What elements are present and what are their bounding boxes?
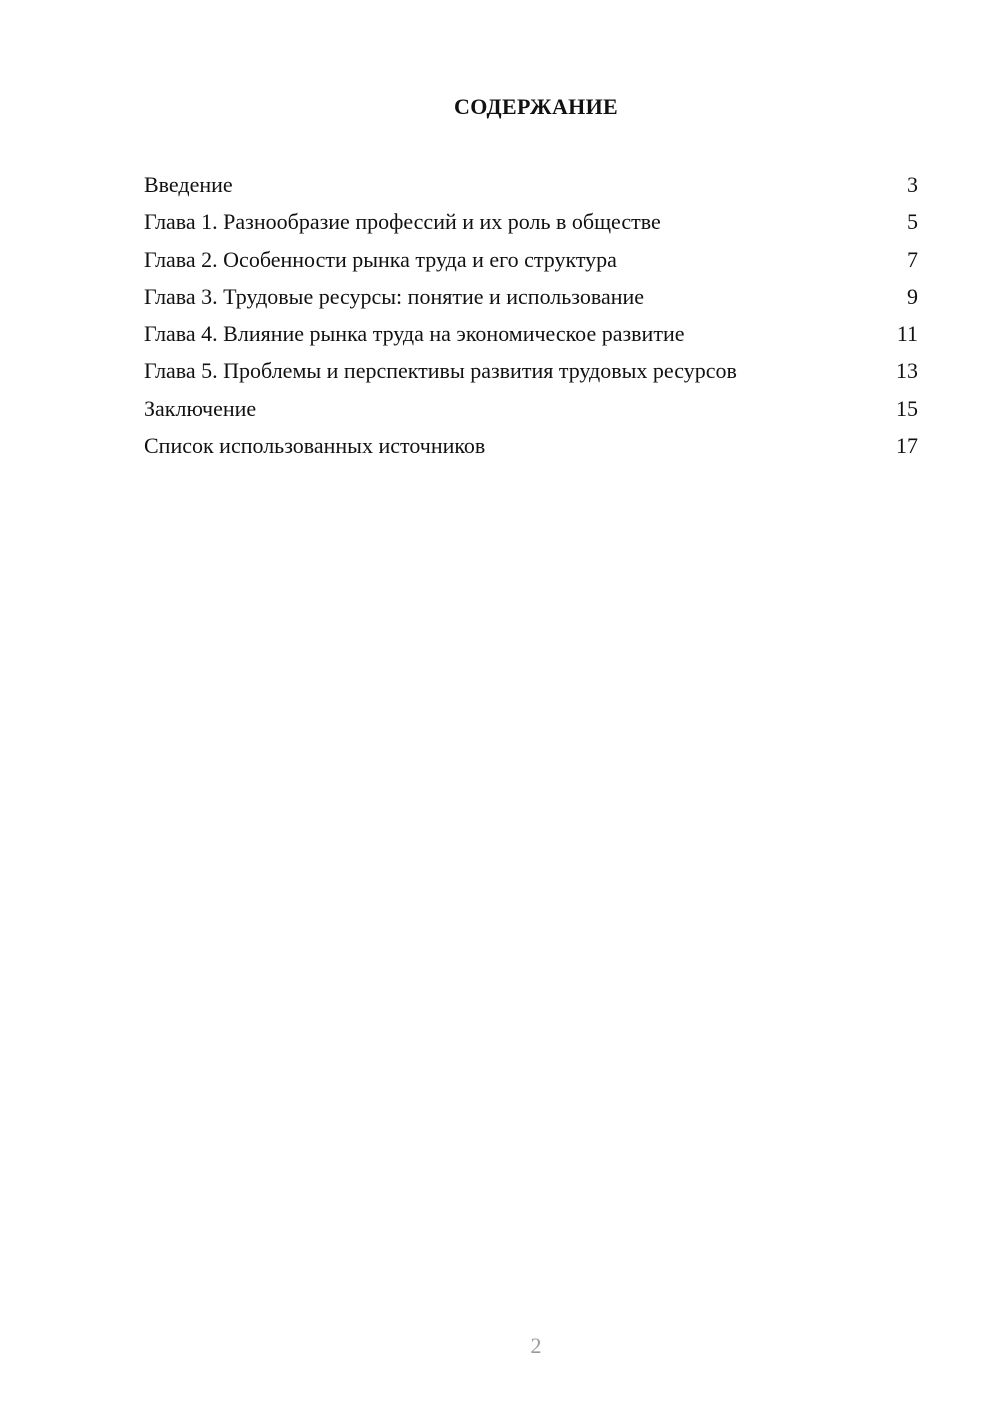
toc-item-label: Глава 5. Проблемы и перспективы развития трудовых ресурсов	[144, 358, 737, 384]
toc-item-chapter-4[interactable]	[144, 317, 918, 354]
toc-item-chapter-2[interactable]	[144, 243, 918, 280]
toc-item-label: Список использованных источников	[144, 433, 486, 459]
toc-item-page: 17	[896, 433, 918, 459]
toc-item-page: 11	[896, 321, 918, 347]
toc-item-label: Глава 4. Влияние рынка труда на экономическое развитие	[144, 321, 685, 347]
toc-item-label: Глава 1. Разнообразие профессий и их роль в обществе	[144, 209, 661, 235]
toc-item-chapter-3[interactable]	[144, 280, 918, 317]
toc-item-page: 3	[907, 172, 918, 197]
toc-item-label: Введение	[144, 172, 233, 197]
toc-item-references[interactable]	[144, 429, 918, 466]
toc-item-page: 5	[907, 209, 918, 235]
toc-item-label: Глава 3. Трудовые ресурсы: понятие и использование	[144, 283, 645, 309]
toc-item-page: 15	[896, 395, 918, 421]
toc-item-label: Глава 2. Особенности рынка труда и его структура	[144, 246, 617, 272]
toc-item-chapter-5[interactable]	[144, 354, 918, 391]
toc-item-page: 7	[907, 246, 918, 272]
toc-item-label: Заключение	[144, 395, 257, 421]
toc-item-chapter-1[interactable]	[144, 205, 918, 242]
toc-item-introduction[interactable]	[144, 168, 918, 205]
toc-item-page: 9	[907, 283, 918, 309]
toc-item-page: 13	[896, 358, 918, 384]
page-title: СОДЕРЖАНИЕ	[454, 94, 618, 119]
table-of-contents	[144, 168, 918, 466]
page-number: 2	[530, 1333, 542, 1358]
toc-item-conclusion[interactable]	[144, 392, 918, 429]
